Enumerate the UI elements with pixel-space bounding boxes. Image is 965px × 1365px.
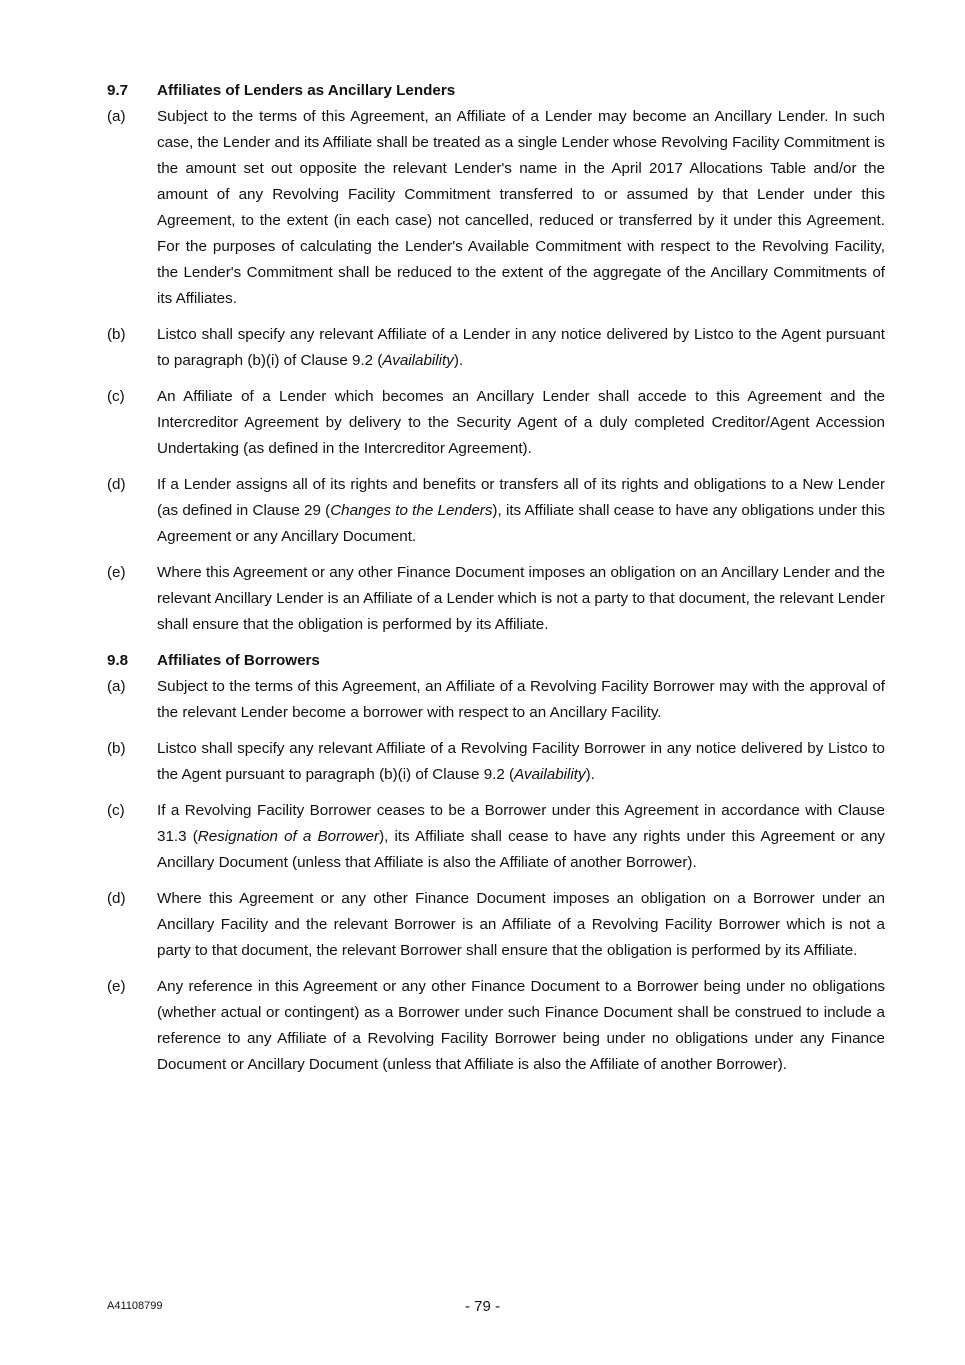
paragraph [107,736,885,788]
paragraph-label: (b) [107,326,126,343]
clause-reference: Availability [382,352,454,369]
paragraph [107,384,885,462]
paragraph-label: (d) [107,890,126,907]
clause-reference: Resignation of a Borrower [197,828,380,845]
paragraph-text: If a Revolving Facility Borrower ceases to be a Borrower under this Agreement in accordance with Clause 31.3 (Resignation of a Borrower), its Affiliate shall cease to have any rights under this Agreement or any Ancillary Document (unless that Affiliate is also the Affiliate of another Borrower). [157,802,886,871]
section-title: Affiliates of Borrowers [157,652,320,669]
paragraph [107,674,885,726]
clause-reference: Availability [514,766,586,783]
paragraph-label: (c) [107,802,125,819]
paragraph [107,974,885,1078]
paragraph-text: If a Lender assigns all of its rights and benefits or transfers all of its rights and obligations to a New Lender (as defined in Clause 29 (Changes to the Lenders), its Affiliate shall cease to have any obligations under this Agreement or any Ancillary Document. [157,476,885,545]
paragraph-label: (a) [107,678,126,695]
paragraph-label: (b) [107,740,126,757]
paragraph-label: (a) [107,108,126,125]
paragraph-label: (e) [107,564,126,581]
clause-reference: Changes to the Lenders [330,502,493,519]
paragraph-text: Subject to the terms of this Agreement, an Affiliate of a Lender may become an Ancillary Lender. In such case, the Lender and its Affiliate shall be treated as a single Lender whose Revolving Facility Commitment is the amount set out opposite the relevant Lender's name in the April 2017 Allocations Table and/or the amount of any Revolving Facility Commitment transferred to or assumed by that Lender under this Agreement, to the extent (in each case) not cancelled, reduced or transferred by it under this Agreement. For the purposes of calculating the Lender's Available Commitment with respect to the Revolving Facility, the Lender's Commitment shall be reduced to the extent of the aggregate of the Ancillary Commitments of its Affiliates. [157,108,885,307]
paragraph-label: (e) [107,978,126,995]
paragraph-text: Subject to the terms of this Agreement, an Affiliate of a Revolving Facility Borrower may with the approval of the relevant Lender become a borrower with respect to an Ancillary Facility. [157,678,885,721]
paragraph [107,322,885,374]
section-title: Affiliates of Lenders as Ancillary Lenders [157,82,456,99]
paragraph-label: (c) [107,388,125,405]
paragraph-text: Listco shall specify any relevant Affiliate of a Revolving Facility Borrower in any notice delivered by Listco to the Agent pursuant to paragraph (b)(i) of Clause 9.2 (Availability). [157,740,885,783]
paragraph-text: Where this Agreement or any other Finance Document imposes an obligation on an Ancillary Lender and the relevant Ancillary Lender is an Affiliate of a Lender which is not a party to that document, the relevant Lender shall ensure that the obligation is performed by its Affiliate. [157,564,885,633]
paragraph [107,798,885,876]
section-heading [107,78,885,104]
paragraph [107,560,885,638]
paragraph [107,104,885,312]
paragraph-text: Listco shall specify any relevant Affiliate of a Lender in any notice delivered by Listco to the Agent pursuant to paragraph (b)(i) of Clause 9.2 (Availability). [157,326,885,369]
section-number: 9.8 [107,652,129,669]
paragraph-text: An Affiliate of a Lender which becomes an Ancillary Lender shall accede to this Agreement and the Intercreditor Agreement by delivery to the Security Agent of a duly completed Creditor/Agent Accession Undertaking (as defined in the Intercreditor Agreement). [157,388,885,457]
paragraph [107,886,885,964]
paragraph-text: Where this Agreement or any other Finance Document imposes an obligation on a Borrower under an Ancillary Facility and the relevant Borrower is an Affiliate of a Revolving Facility Borrower which is not a party to that document, the relevant Borrower shall ensure that the obligation is performed by its Affiliate. [157,890,885,959]
paragraph-text: Any reference in this Agreement or any other Finance Document to a Borrower being under no obligations (whether actual or contingent) as a Borrower under such Finance Document shall be construed to include a reference to any Affiliate of a Revolving Facility Borrower being under no obligations under any Finance Document or Ancillary Document (unless that Affiliate is also the Affiliate of another Borrower). [157,978,885,1073]
section-heading [107,648,885,674]
document-reference: A41108799 [107,1300,163,1312]
section-number: 9.7 [107,82,129,99]
paragraph-label: (d) [107,476,126,493]
paragraph [107,472,885,550]
page-number: - 79 - [464,1298,500,1315]
document-body [107,78,885,1088]
